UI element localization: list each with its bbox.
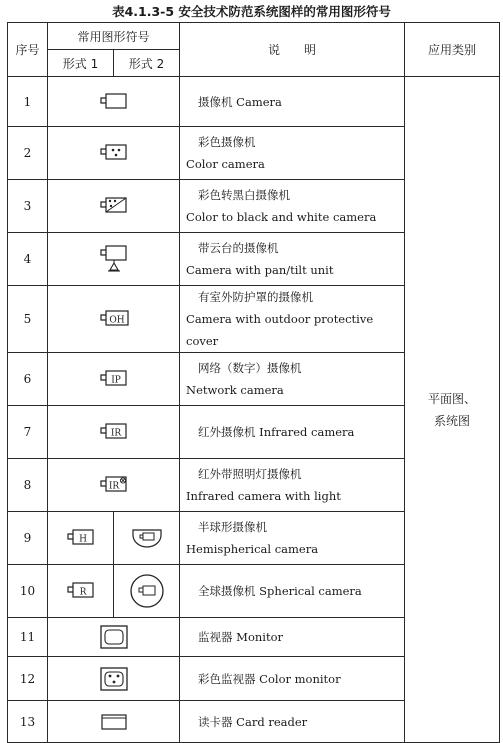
description-line-1: 彩色转黑白摄像机 — [198, 188, 291, 202]
symbol-cell — [48, 459, 180, 512]
symbol-label: R — [79, 587, 86, 598]
symbol-cell-form-2 — [114, 565, 180, 618]
description-cell — [180, 459, 405, 512]
description-line-2: Network camera — [186, 383, 284, 397]
header-form-2: 形式 2 — [114, 50, 180, 77]
description-line-1: 监视器 Monitor — [198, 630, 283, 644]
pan-tilt-camera-icon — [96, 244, 132, 274]
description-line-1: 彩色摄像机 — [198, 135, 256, 149]
symbol-cell — [48, 233, 180, 286]
row-number: 8 — [8, 459, 48, 512]
spherical-dome-icon — [127, 572, 167, 610]
description-cell — [180, 565, 405, 618]
symbol-label: H — [78, 534, 87, 545]
camera-icon — [96, 91, 132, 113]
infrared-light-camera-icon — [96, 474, 132, 496]
symbol-table — [7, 22, 500, 743]
description-cell — [180, 353, 405, 406]
description-line-2: Camera with pan/tilt unit — [186, 263, 334, 277]
row-number: 10 — [8, 565, 48, 618]
spherical-camera-icon — [63, 580, 99, 602]
description-cell — [180, 180, 405, 233]
symbol-cell — [48, 657, 180, 701]
symbol-cell — [48, 701, 180, 743]
symbol-cell — [48, 180, 180, 233]
description-line-1: 彩色监视器 Color monitor — [198, 671, 341, 686]
description-cell — [180, 406, 405, 459]
row-number: 5 — [8, 286, 48, 353]
description-cell — [180, 701, 405, 743]
symbol-label: IP — [110, 375, 121, 386]
description-cell — [180, 77, 405, 127]
row-number: 3 — [8, 180, 48, 233]
category-text: 平面图、系统图 — [428, 391, 477, 428]
category-cell — [405, 77, 500, 743]
row-number: 2 — [8, 127, 48, 180]
description-line-1: 红外带照明灯摄像机 — [198, 467, 302, 481]
description-cell — [180, 512, 405, 565]
hemispherical-camera-icon — [63, 527, 99, 549]
symbol-cell — [48, 286, 180, 353]
row-number: 1 — [8, 77, 48, 127]
description-cell — [180, 127, 405, 180]
symbol-cell — [48, 353, 180, 406]
row-number: 4 — [8, 233, 48, 286]
network-camera-icon — [96, 368, 132, 390]
header-description: 说 明 — [180, 23, 405, 77]
symbol-cell — [48, 77, 180, 127]
row-number: 11 — [8, 618, 48, 657]
description-line-1: 摄像机 Camera — [198, 94, 282, 109]
symbol-label: OH — [108, 315, 125, 326]
table-caption: 表4.1.3-5 安全技术防范系统图样的常用图形符号 — [112, 4, 391, 19]
table-row — [8, 77, 500, 127]
outdoor-camera-icon — [96, 308, 132, 330]
description-line-1: 红外摄像机 Infrared camera — [198, 425, 355, 439]
symbol-cell — [48, 618, 180, 657]
row-number: 9 — [8, 512, 48, 565]
description-line-1: 有室外防护罩的摄像机 — [198, 290, 314, 304]
header-category: 应用类别 — [405, 23, 500, 77]
description-line-2: Color camera — [186, 157, 265, 171]
monitor-icon — [99, 624, 129, 650]
symbol-label: IR — [108, 481, 119, 492]
symbol-cell — [48, 406, 180, 459]
color-to-bw-camera-icon — [96, 195, 132, 217]
description-cell — [180, 286, 405, 353]
symbol-cell-form-1 — [48, 565, 114, 618]
description-line-1: 全球摄像机 Spherical camera — [198, 584, 362, 598]
color-monitor-icon — [99, 666, 129, 692]
description-cell — [180, 233, 405, 286]
description-cell — [180, 657, 405, 701]
description-line-2: Infrared camera with light — [186, 489, 341, 503]
description-line-1: 带云台的摄像机 — [198, 241, 279, 255]
header-form-1: 形式 1 — [48, 50, 114, 77]
description-line-1: 读卡器 Card reader — [198, 714, 308, 729]
row-number: 6 — [8, 353, 48, 406]
symbol-cell-form-1 — [48, 512, 114, 565]
description-line-2: Hemispherical camera — [186, 542, 319, 556]
row-number: 13 — [8, 701, 48, 743]
row-number: 12 — [8, 657, 48, 701]
symbol-cell-form-2 — [114, 512, 180, 565]
header-seq: 序号 — [8, 23, 48, 77]
hemispherical-dome-icon — [127, 525, 167, 551]
card-reader-icon — [99, 712, 129, 732]
color-camera-icon — [96, 142, 132, 164]
symbol-label: IR — [110, 428, 121, 439]
row-number: 7 — [8, 406, 48, 459]
symbol-cell — [48, 127, 180, 180]
description-line-2: Camera with outdoor protective cover — [186, 312, 374, 348]
infrared-camera-icon — [96, 421, 132, 443]
description-line-2: Color to black and white camera — [186, 210, 377, 224]
header-symbols: 常用图形符号 — [48, 23, 180, 50]
description-cell — [180, 618, 405, 657]
description-line-1: 网络（数字）摄像机 — [198, 361, 302, 375]
description-line-1: 半球形摄像机 — [198, 520, 268, 534]
